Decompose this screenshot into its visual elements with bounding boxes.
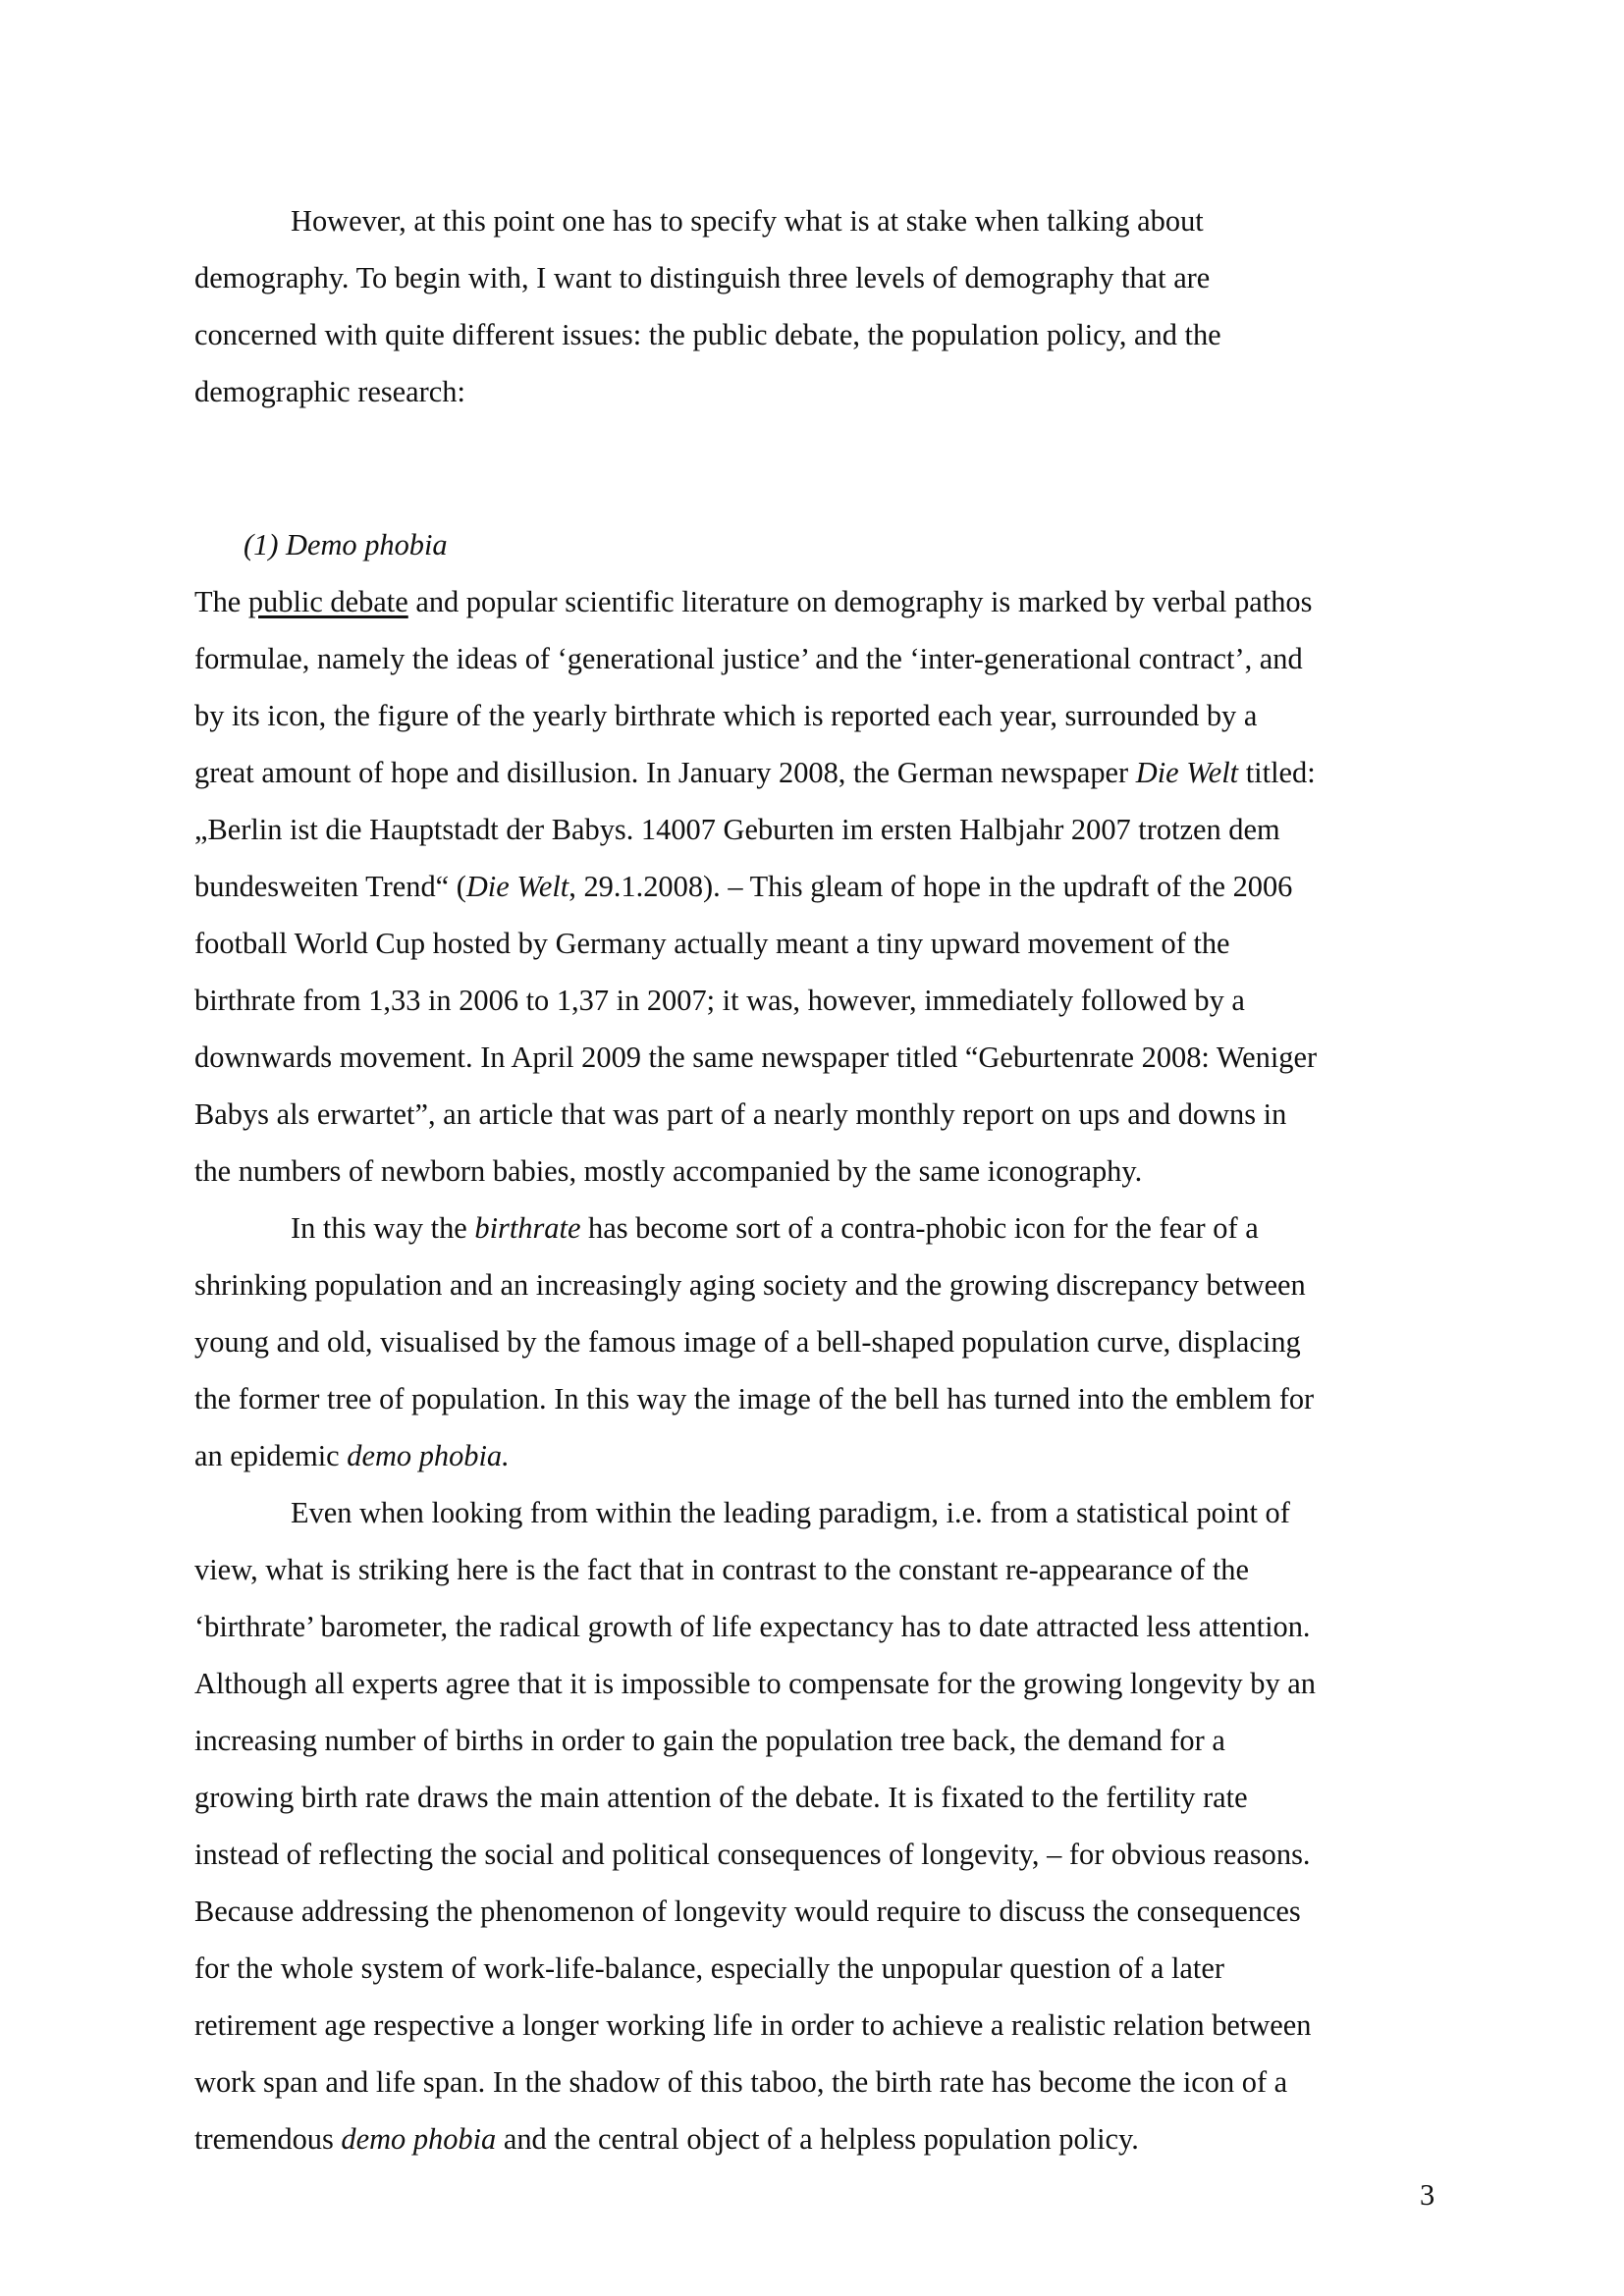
text-line: Babys als erwartet”, an article that was part of a nearly monthly report on ups and downs in bbox=[194, 1097, 1287, 1131]
text-line: view, what is striking here is the fact that in contrast to the constant re-appearance of the bbox=[194, 1553, 1249, 1586]
text-run: great amount of hope and disillusion. In January 2008, the German newspaper bbox=[194, 756, 1136, 789]
text-line: for the whole system of work-life-balance, especially the unpopular question of a later bbox=[194, 1951, 1224, 1985]
text-run: bundesweiten Trend“ ( bbox=[194, 870, 466, 903]
italic-term: demo phobia bbox=[341, 2122, 497, 2156]
text-run: and the central object of a helpless population policy. bbox=[496, 2122, 1139, 2156]
text-line: growing birth rate draws the main attention of the debate. It is fixated to the fertility rate bbox=[194, 1781, 1248, 1814]
underlined-term: public debate bbox=[247, 585, 408, 618]
text-line: young and old, visualised by the famous image of a bell-shaped population curve, displacing bbox=[194, 1325, 1301, 1359]
text-run: tremendous bbox=[194, 2122, 342, 2156]
text-line: instead of reflecting the social and political consequences of longevity, – for obvious reasons. bbox=[194, 1838, 1311, 1871]
text-run: an epidemic bbox=[194, 1439, 348, 1472]
paragraph-longevity bbox=[194, 1484, 1441, 2167]
text-run: titled: bbox=[1238, 756, 1316, 789]
text-line: „Berlin ist die Hauptstadt der Babys. 14007 Geburten im ersten Halbjahr 2007 trotzen dem bbox=[194, 813, 1280, 846]
text-line: the former tree of population. In this way the image of the bell has turned into the emblem for bbox=[194, 1382, 1315, 1415]
paragraph-demo-phobia bbox=[194, 573, 1441, 1200]
text-line: downwards movement. In April 2009 the same newspaper titled “Geburtenrate 2008: Weniger bbox=[194, 1041, 1318, 1074]
text-run: The bbox=[194, 585, 248, 618]
text-run: has become sort of a contra-phobic icon for the fear of a bbox=[580, 1211, 1259, 1245]
italic-term: Die Welt bbox=[1135, 756, 1239, 789]
text-line: demography. To begin with, I want to distinguish three levels of demography that are bbox=[194, 261, 1211, 294]
paragraph-birthrate bbox=[194, 1200, 1441, 1484]
text-line: increasing number of births in order to gain the population tree back, the demand for a bbox=[194, 1724, 1225, 1757]
section-heading bbox=[194, 516, 1441, 573]
text-line bbox=[194, 573, 1441, 630]
italic-term: demo phobia. bbox=[347, 1439, 510, 1472]
text-line: However, at this point one has to specify what is at stake when talking about bbox=[291, 204, 1204, 238]
text-line: Because addressing the phenomenon of longevity would require to discuss the consequences bbox=[194, 1895, 1301, 1928]
text-line: concerned with quite different issues: the public debate, the population policy, and the bbox=[194, 318, 1221, 351]
text-line: by its icon, the figure of the yearly birthrate which is reported each year, surrounded by a bbox=[194, 699, 1258, 732]
text-line bbox=[194, 2110, 1441, 2167]
italic-term: Die Welt bbox=[465, 870, 569, 903]
text-line bbox=[194, 858, 1441, 915]
text-line: formulae, namely the ideas of ‘generational justice’ and the ‘inter-generational contract’, and bbox=[194, 642, 1303, 675]
section-heading-text: (1) Demo phobia bbox=[244, 528, 448, 561]
text-run: , 29.1.2008). – This gleam of hope in the updraft of the 2006 bbox=[568, 870, 1293, 903]
page-number: 3 bbox=[1420, 2178, 1435, 2212]
text-line: Although all experts agree that it is impossible to compensate for the growing longevity by an bbox=[194, 1667, 1316, 1700]
document-page bbox=[194, 192, 1441, 2167]
intro-paragraph bbox=[194, 192, 1441, 420]
text-line: birthrate from 1,33 in 2006 to 1,37 in 2007; it was, however, immediately followed by a bbox=[194, 984, 1245, 1017]
italic-term: birthrate bbox=[474, 1211, 581, 1245]
text-line bbox=[194, 744, 1441, 801]
text-run: In this way the bbox=[291, 1211, 475, 1245]
text-line: retirement age respective a longer working life in order to achieve a realistic relation between bbox=[194, 2008, 1312, 2042]
text-line bbox=[194, 1427, 1441, 1484]
text-line: ‘birthrate’ barometer, the radical growth of life expectancy has to date attracted less attention. bbox=[194, 1610, 1311, 1643]
text-line: Even when looking from within the leading paradigm, i.e. from a statistical point of bbox=[291, 1496, 1290, 1529]
text-line: the numbers of newborn babies, mostly accompanied by the same iconography. bbox=[194, 1154, 1143, 1188]
text-line: demographic research: bbox=[194, 375, 465, 408]
text-line: work span and life span. In the shadow of this taboo, the birth rate has become the icon of a bbox=[194, 2065, 1288, 2099]
text-line: football World Cup hosted by Germany actually meant a tiny upward movement of the bbox=[194, 927, 1230, 960]
text-run: and popular scientific literature on demography is marked by verbal pathos bbox=[407, 585, 1313, 618]
spacer bbox=[194, 420, 1441, 516]
text-line bbox=[194, 1200, 1441, 1256]
text-line: shrinking population and an increasingly aging society and the growing discrepancy between bbox=[194, 1268, 1306, 1302]
